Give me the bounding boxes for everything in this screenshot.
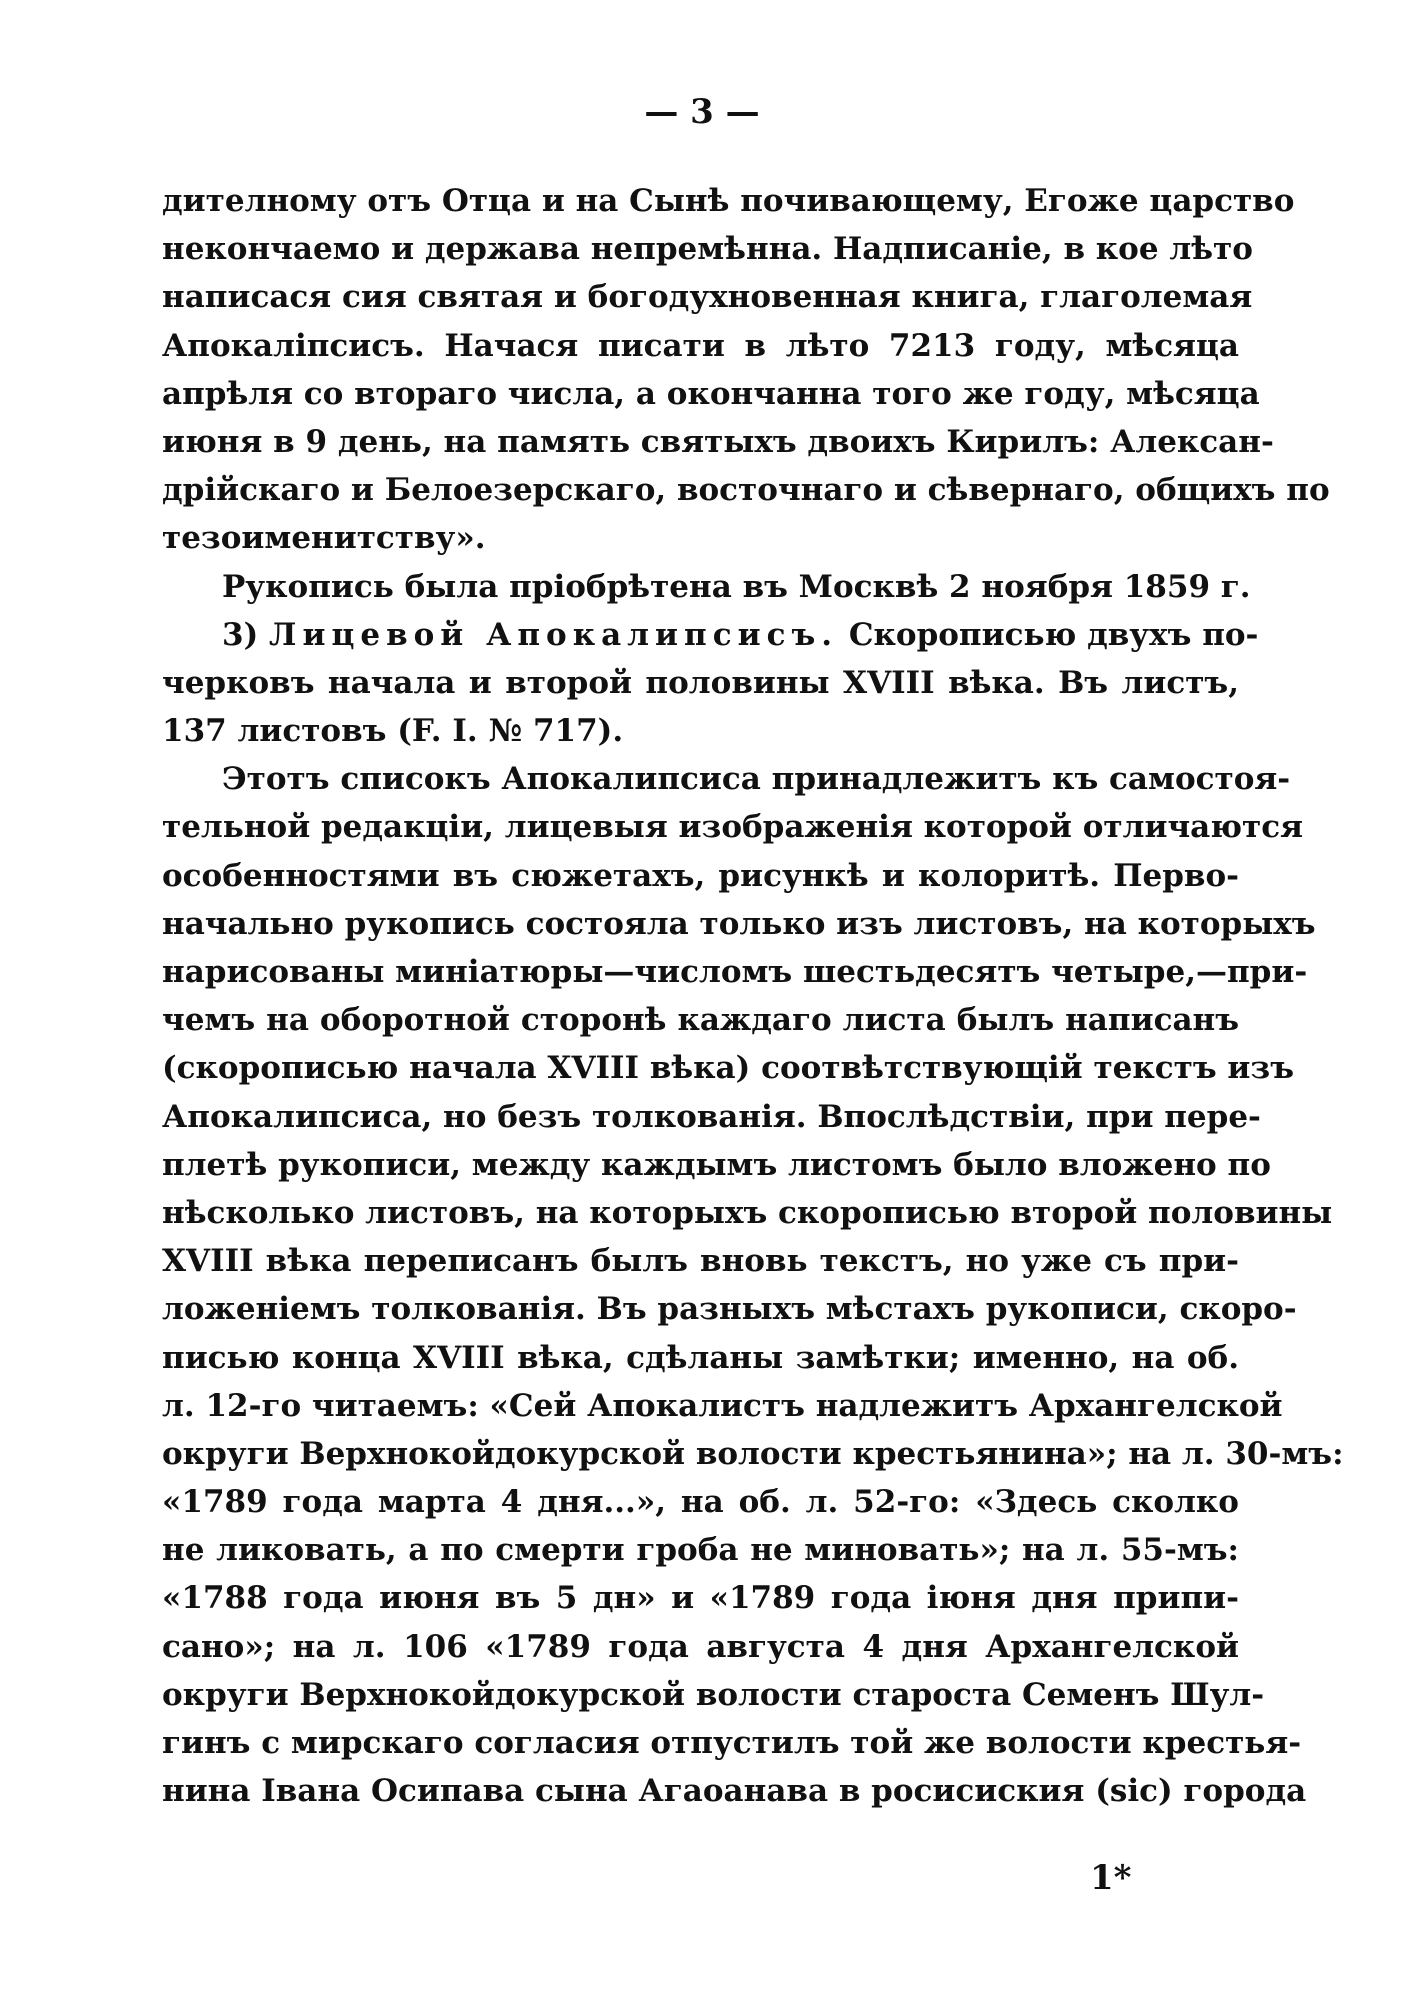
text-line: «1789 года марта 4 дня...», на об. л. 52-го: «Здесь сколко	[162, 1484, 1239, 1521]
text-line: писью конца XVIII вѣка, сдѣланы замѣтки; именно, на об.	[162, 1339, 1239, 1376]
text-line: сано»; на л. 106 «1789 года августа 4 дня Архангелской	[162, 1628, 1239, 1665]
text-line: не ликовать, а по смерти гроба не миновать»; на л. 55-мъ:	[162, 1532, 1239, 1569]
text-line: дрійскаго и Белоезерскаго, восточнаго и сѣвернаго, общихъ по	[162, 472, 1330, 509]
text-line: Этотъ списокъ Апокалипсиса принадлежитъ къ самостоя-	[222, 761, 1291, 798]
item-number: 3)	[222, 616, 259, 653]
text-line: нарисованы миніатюры—числомъ шестьдесятъ четыре,—при-	[162, 954, 1308, 990]
text-line: написася сия святая и богодухновенная книга, глаголемая	[162, 279, 1253, 316]
text-line: июня в 9 день, на память святыхъ двоихъ Кирилъ: Алексан-	[162, 423, 1274, 460]
text-line: округи Верхнокойдокурской волости староста Семенъ Шул-	[162, 1676, 1265, 1713]
text-line: нина Івана Осипава сына Агаоанава в росисиския (sic) города	[162, 1773, 1307, 1810]
text-line: дителному отъ Отца и на Сынѣ почивающему, Егоже царство	[162, 183, 1295, 219]
text-line: нѣсколько листовъ, на которыхъ скорописью второй половины	[162, 1194, 1333, 1231]
text-line: черковъ начала и второй половины XVIII вѣка. Въ листъ,	[162, 664, 1239, 701]
text-line: Апокалипсиса, но безъ толкованія. Впослѣдствіи, при пере-	[162, 1098, 1261, 1135]
paragraph-3	[162, 611, 1259, 756]
text-line: апрѣля со втораго числа, а окончанна того же году, мѣсяца	[162, 375, 1260, 412]
body-text	[162, 177, 1344, 1815]
paragraph-2: Рукопись была пріобрѣтена въ Москвѣ 2 ноября 1859 г.	[222, 568, 1251, 605]
text-line: Апокаліпсисъ. Начася писати в лѣто 7213 году, мѣсяца	[162, 327, 1239, 364]
text-line: чемъ на оборотной сторонѣ каждаго листа былъ написанъ	[162, 1002, 1239, 1039]
text-line: л. 12-го читаемъ: «Сей Апокалистъ надлежитъ Архангелской	[162, 1387, 1283, 1424]
text-line: особенностями въ сюжетахъ, рисункѣ и колоритѣ. Перво-	[162, 857, 1239, 894]
signature-mark: 1*	[1090, 1858, 1132, 1898]
text-line: (скорописью начала XVIII вѣка) соотвѣтствующій текстъ изъ	[162, 1050, 1294, 1087]
text-line: тельной редакціи, лицевыя изображенія которой отличаются	[162, 809, 1304, 846]
text-line: гинъ с мирскаго согласия отпустилъ той же волости крестья-	[162, 1725, 1302, 1761]
text-line: тезоименитству».	[162, 520, 486, 557]
text-fragment: Скорописью двухъ по-	[848, 616, 1259, 653]
text-line: плетѣ рукописи, между каждымъ листомъ было вложено по	[162, 1146, 1271, 1183]
text-line: округи Верхнокойдокурской волости крестьянина»; на л. 30-мъ:	[162, 1435, 1344, 1472]
paragraph-1	[162, 177, 1330, 563]
text-line: 137 листовъ (F. I. № 717).	[162, 713, 624, 750]
manuscript-title: Лицевой Апокалипсисъ.	[269, 616, 839, 653]
text-line: ложеніемъ толкованія. Въ разныхъ мѣстахъ рукописи, скоро-	[162, 1291, 1297, 1328]
text-line: «1788 года июня въ 5 дн» и «1789 года іюня дня припи-	[162, 1580, 1239, 1617]
text-line: начально рукопись состояла только изъ листовъ, на которыхъ	[162, 905, 1316, 942]
text-line: XVIII вѣка переписанъ былъ вновь текстъ, но уже съ при-	[162, 1243, 1239, 1280]
paragraph-4	[162, 755, 1344, 1815]
text-line	[162, 611, 1259, 659]
text-line: некончаемо и держава непремѣнна. Надписаніе, в кое лѣто	[162, 231, 1253, 268]
page-number: — 3 —	[644, 92, 760, 132]
